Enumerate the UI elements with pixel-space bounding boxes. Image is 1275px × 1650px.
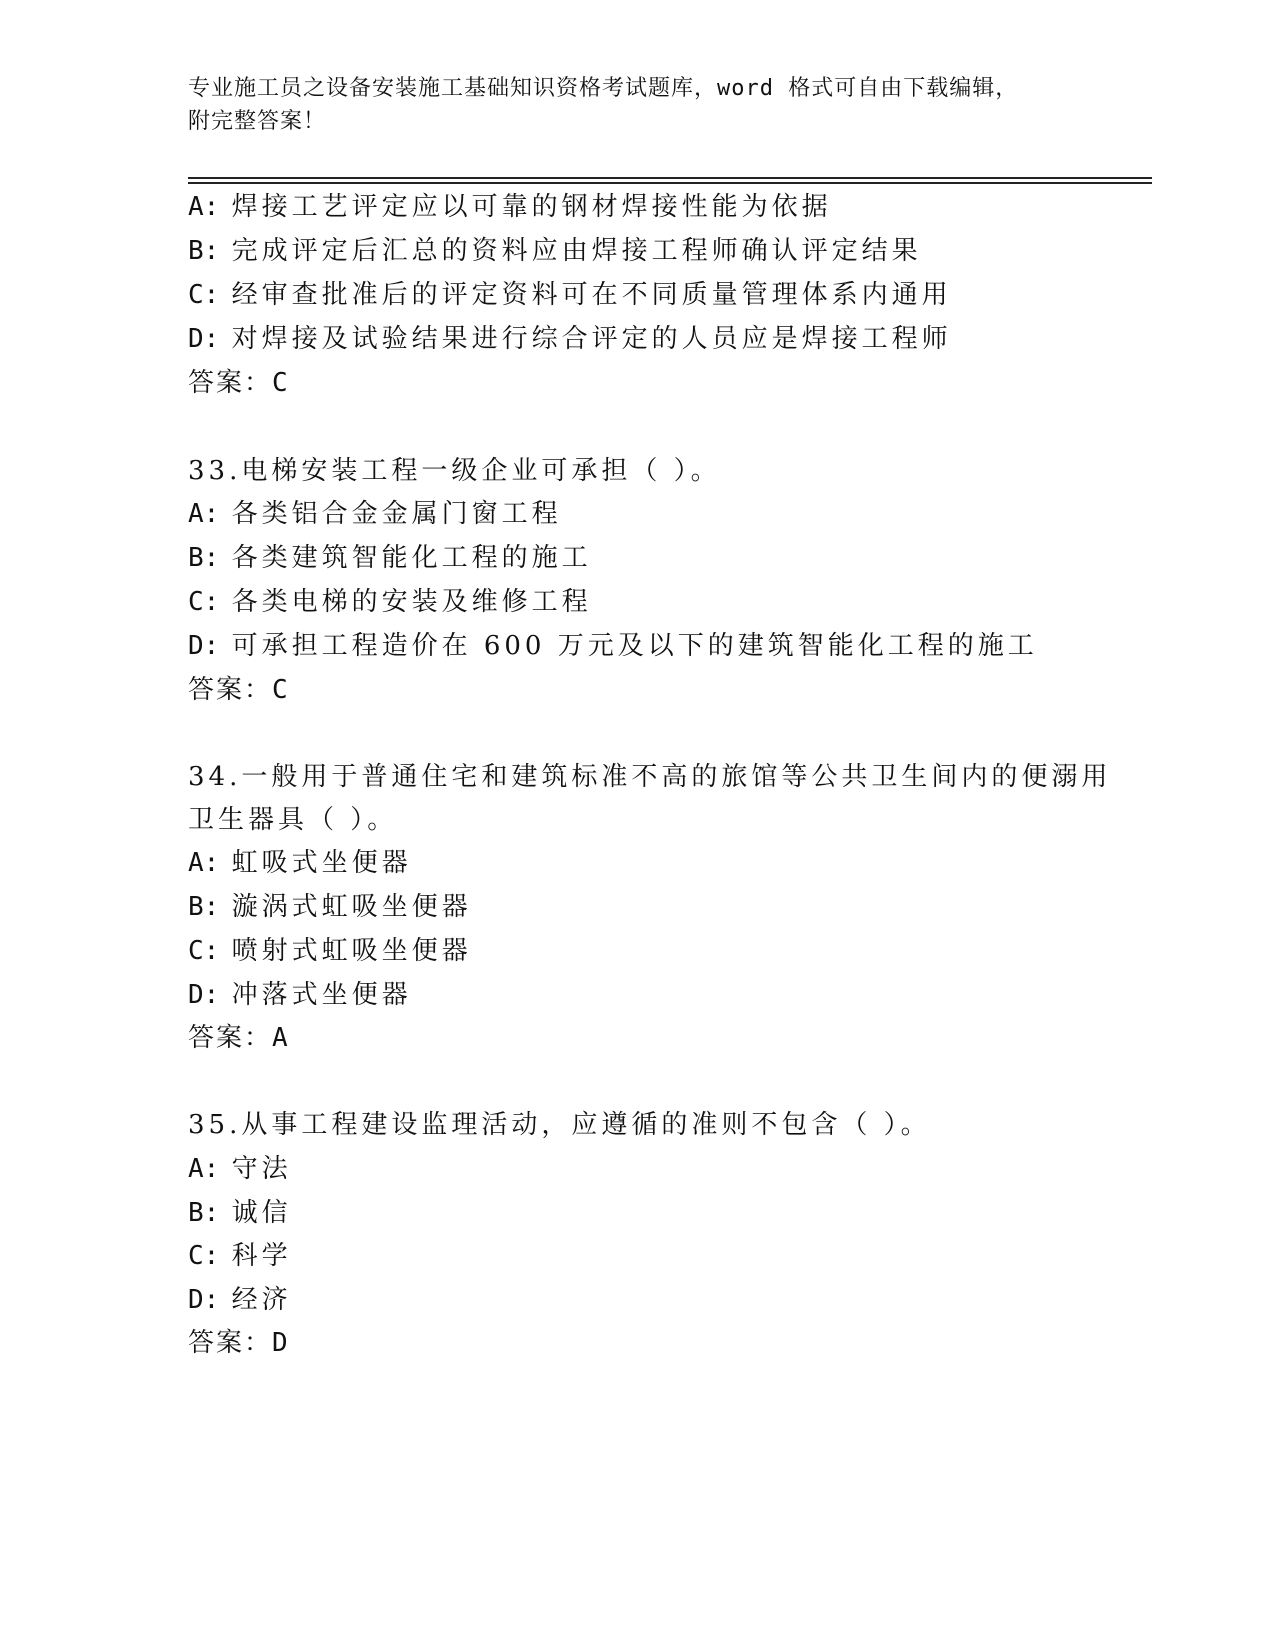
option-key: A: xyxy=(188,848,220,878)
header-divider-top xyxy=(188,177,1152,179)
option-key: B: xyxy=(188,1198,220,1228)
answer-value: C xyxy=(272,368,290,398)
q35-option-c xyxy=(188,1239,292,1273)
q34-option-c xyxy=(188,934,472,968)
q34-stem-line-2: 卫生器具（ ）。 xyxy=(188,805,398,835)
option-key: A: xyxy=(188,192,220,222)
option-key: A: xyxy=(188,1154,220,1184)
option-text: 经审查批准后的评定资料可在不同质量管理体系内通用 xyxy=(231,280,952,310)
option-text: 各类铝合金金属门窗工程 xyxy=(231,499,562,529)
option-key: C: xyxy=(188,280,220,310)
q32-option-c xyxy=(188,278,952,312)
q35-option-b xyxy=(188,1196,292,1230)
option-text: 诚信 xyxy=(231,1198,292,1228)
header-divider-bottom xyxy=(188,182,1152,184)
option-text: 可承担工程造价在 600 万元及以下的建筑智能化工程的施工 xyxy=(231,631,1038,661)
option-key: B: xyxy=(188,543,220,573)
option-text: 完成评定后汇总的资料应由焊接工程师确认评定结果 xyxy=(231,236,922,266)
q35-option-a xyxy=(188,1152,292,1186)
header-line-1: 专业施工员之设备安装施工基础知识资格考试题库，word 格式可自由下载编辑， xyxy=(188,76,1019,101)
q33-option-d xyxy=(188,629,1038,663)
option-key: D: xyxy=(188,980,220,1010)
q32-option-d xyxy=(188,322,952,356)
option-text: 对焊接及试验结果进行综合评定的人员应是焊接工程师 xyxy=(231,324,952,354)
header-line-2: 附完整答案！ xyxy=(188,109,327,134)
option-text: 冲落式坐便器 xyxy=(231,980,412,1010)
option-text: 科学 xyxy=(231,1241,292,1271)
option-text: 各类建筑智能化工程的施工 xyxy=(231,543,592,573)
q32-answer xyxy=(188,366,290,400)
q35-option-d xyxy=(188,1283,292,1317)
q35-answer xyxy=(188,1326,290,1360)
q34-option-d xyxy=(188,978,412,1012)
q34-stem-line-1: 34.一般用于普通住宅和建筑标准不高的旅馆等公共卫生间内的便溺用 xyxy=(188,762,1112,792)
q32-option-b xyxy=(188,234,922,268)
q32-option-a xyxy=(188,190,832,224)
option-key: D: xyxy=(188,1285,220,1315)
q34-answer xyxy=(188,1021,290,1055)
option-text: 漩涡式虹吸坐便器 xyxy=(231,892,472,922)
q33-stem: 33.电梯安装工程一级企业可承担（ ）。 xyxy=(188,456,721,486)
option-text: 经济 xyxy=(231,1285,292,1315)
option-key: C: xyxy=(188,936,220,966)
answer-label: 答案： xyxy=(188,1328,273,1358)
option-key: B: xyxy=(188,236,220,266)
option-key: C: xyxy=(188,587,220,617)
option-text: 守法 xyxy=(231,1154,292,1184)
q34-option-a xyxy=(188,846,412,880)
q33-option-a xyxy=(188,497,562,531)
option-key: D: xyxy=(188,631,220,661)
q33-option-b xyxy=(188,541,592,575)
option-key: D: xyxy=(188,324,220,354)
answer-value: C xyxy=(272,675,290,705)
q35-stem: 35.从事工程建设监理活动，应遵循的准则不包含（ ）。 xyxy=(188,1110,931,1140)
option-text: 各类电梯的安装及维修工程 xyxy=(231,587,592,617)
answer-value: A xyxy=(272,1023,290,1053)
option-key: B: xyxy=(188,892,220,922)
option-text: 喷射式虹吸坐便器 xyxy=(231,936,472,966)
answer-value: D xyxy=(272,1328,290,1358)
answer-label: 答案： xyxy=(188,1023,273,1053)
q34-option-b xyxy=(188,890,472,924)
answer-label: 答案： xyxy=(188,675,273,705)
option-key: C: xyxy=(188,1241,220,1271)
option-text: 虹吸式坐便器 xyxy=(231,848,412,878)
option-key: A: xyxy=(188,499,220,529)
q33-option-c xyxy=(188,585,592,619)
option-text: 焊接工艺评定应以可靠的钢材焊接性能为依据 xyxy=(231,192,832,222)
answer-label: 答案： xyxy=(188,368,273,398)
q33-answer xyxy=(188,673,290,707)
document-header xyxy=(188,72,1068,138)
